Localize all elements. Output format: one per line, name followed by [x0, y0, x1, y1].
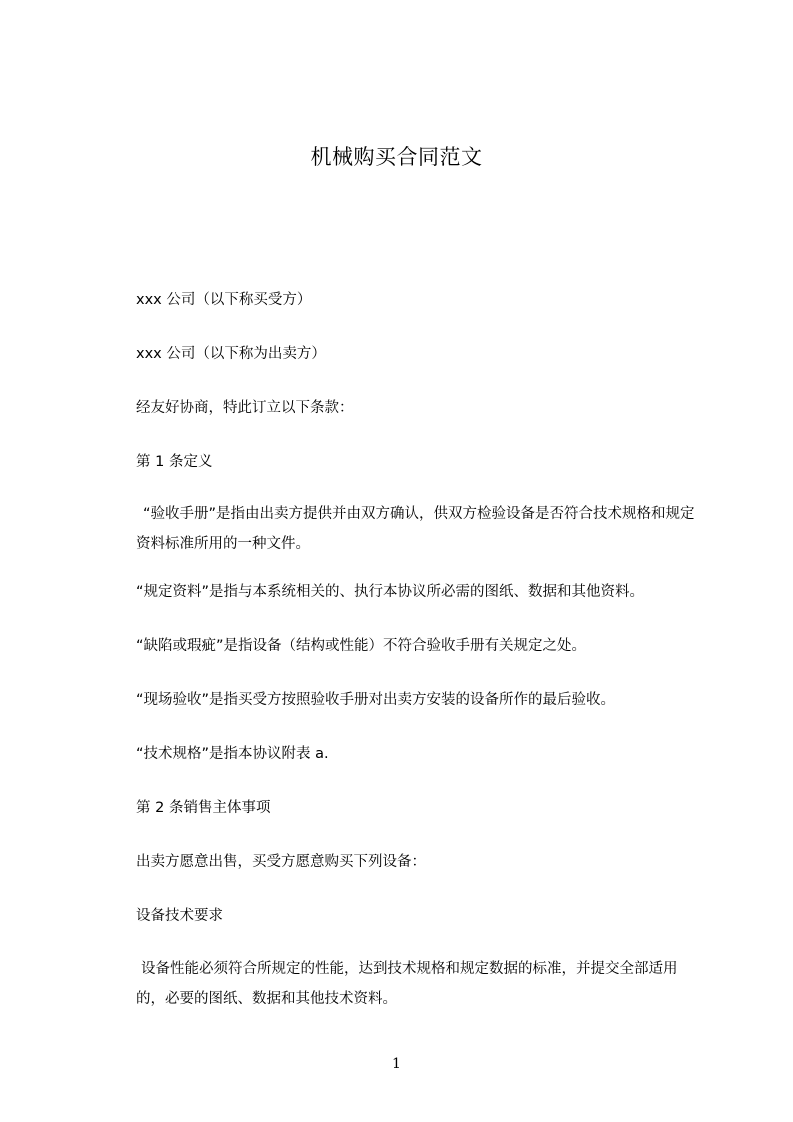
definition-specified-data: “规定资料”是指与本系统相关的、执行本协议所必需的图纸、数据和其他资料。: [136, 584, 645, 600]
equipment-requirements-text: 设备性能必须符合所规定的性能，达到技术规格和规定数据的标准，并提交全部适用的，必要的图纸、数据和其他技术资料。: [136, 961, 678, 1007]
definition-acceptance-manual: “验收手册”是指由出卖方提供并由双方确认，供双方检验设备是否符合技术规格和规定资料标准所用的一种文件。: [136, 506, 695, 552]
definition-technical-spec: “技术规格”是指本协议附表 a.: [136, 746, 329, 762]
definition-defect: “缺陷或瑕疵”是指设备（结构或性能）不符合验收手册有关规定之处。: [136, 638, 587, 654]
document-title: 机械购买合同范文: [310, 145, 483, 169]
article-1-heading: 第 1 条定义: [136, 454, 213, 470]
sale-statement: 出卖方愿意出售，买受方愿意购买下列设备：: [136, 854, 426, 870]
article-2-heading: 第 2 条销售主体事项: [136, 800, 271, 816]
definition-site-acceptance: “现场验收”是指买受方按照验收手册对出卖方安装的设备所作的最后验收。: [136, 692, 616, 708]
page-number: 1: [392, 1056, 401, 1072]
party-buyer: xxx 公司（以下称买受方）: [136, 292, 312, 308]
party-seller: xxx 公司（以下称为出卖方）: [136, 346, 326, 362]
preamble: 经友好协商，特此订立以下条款：: [136, 400, 354, 416]
equipment-requirements-heading: 设备技术要求: [136, 908, 223, 924]
